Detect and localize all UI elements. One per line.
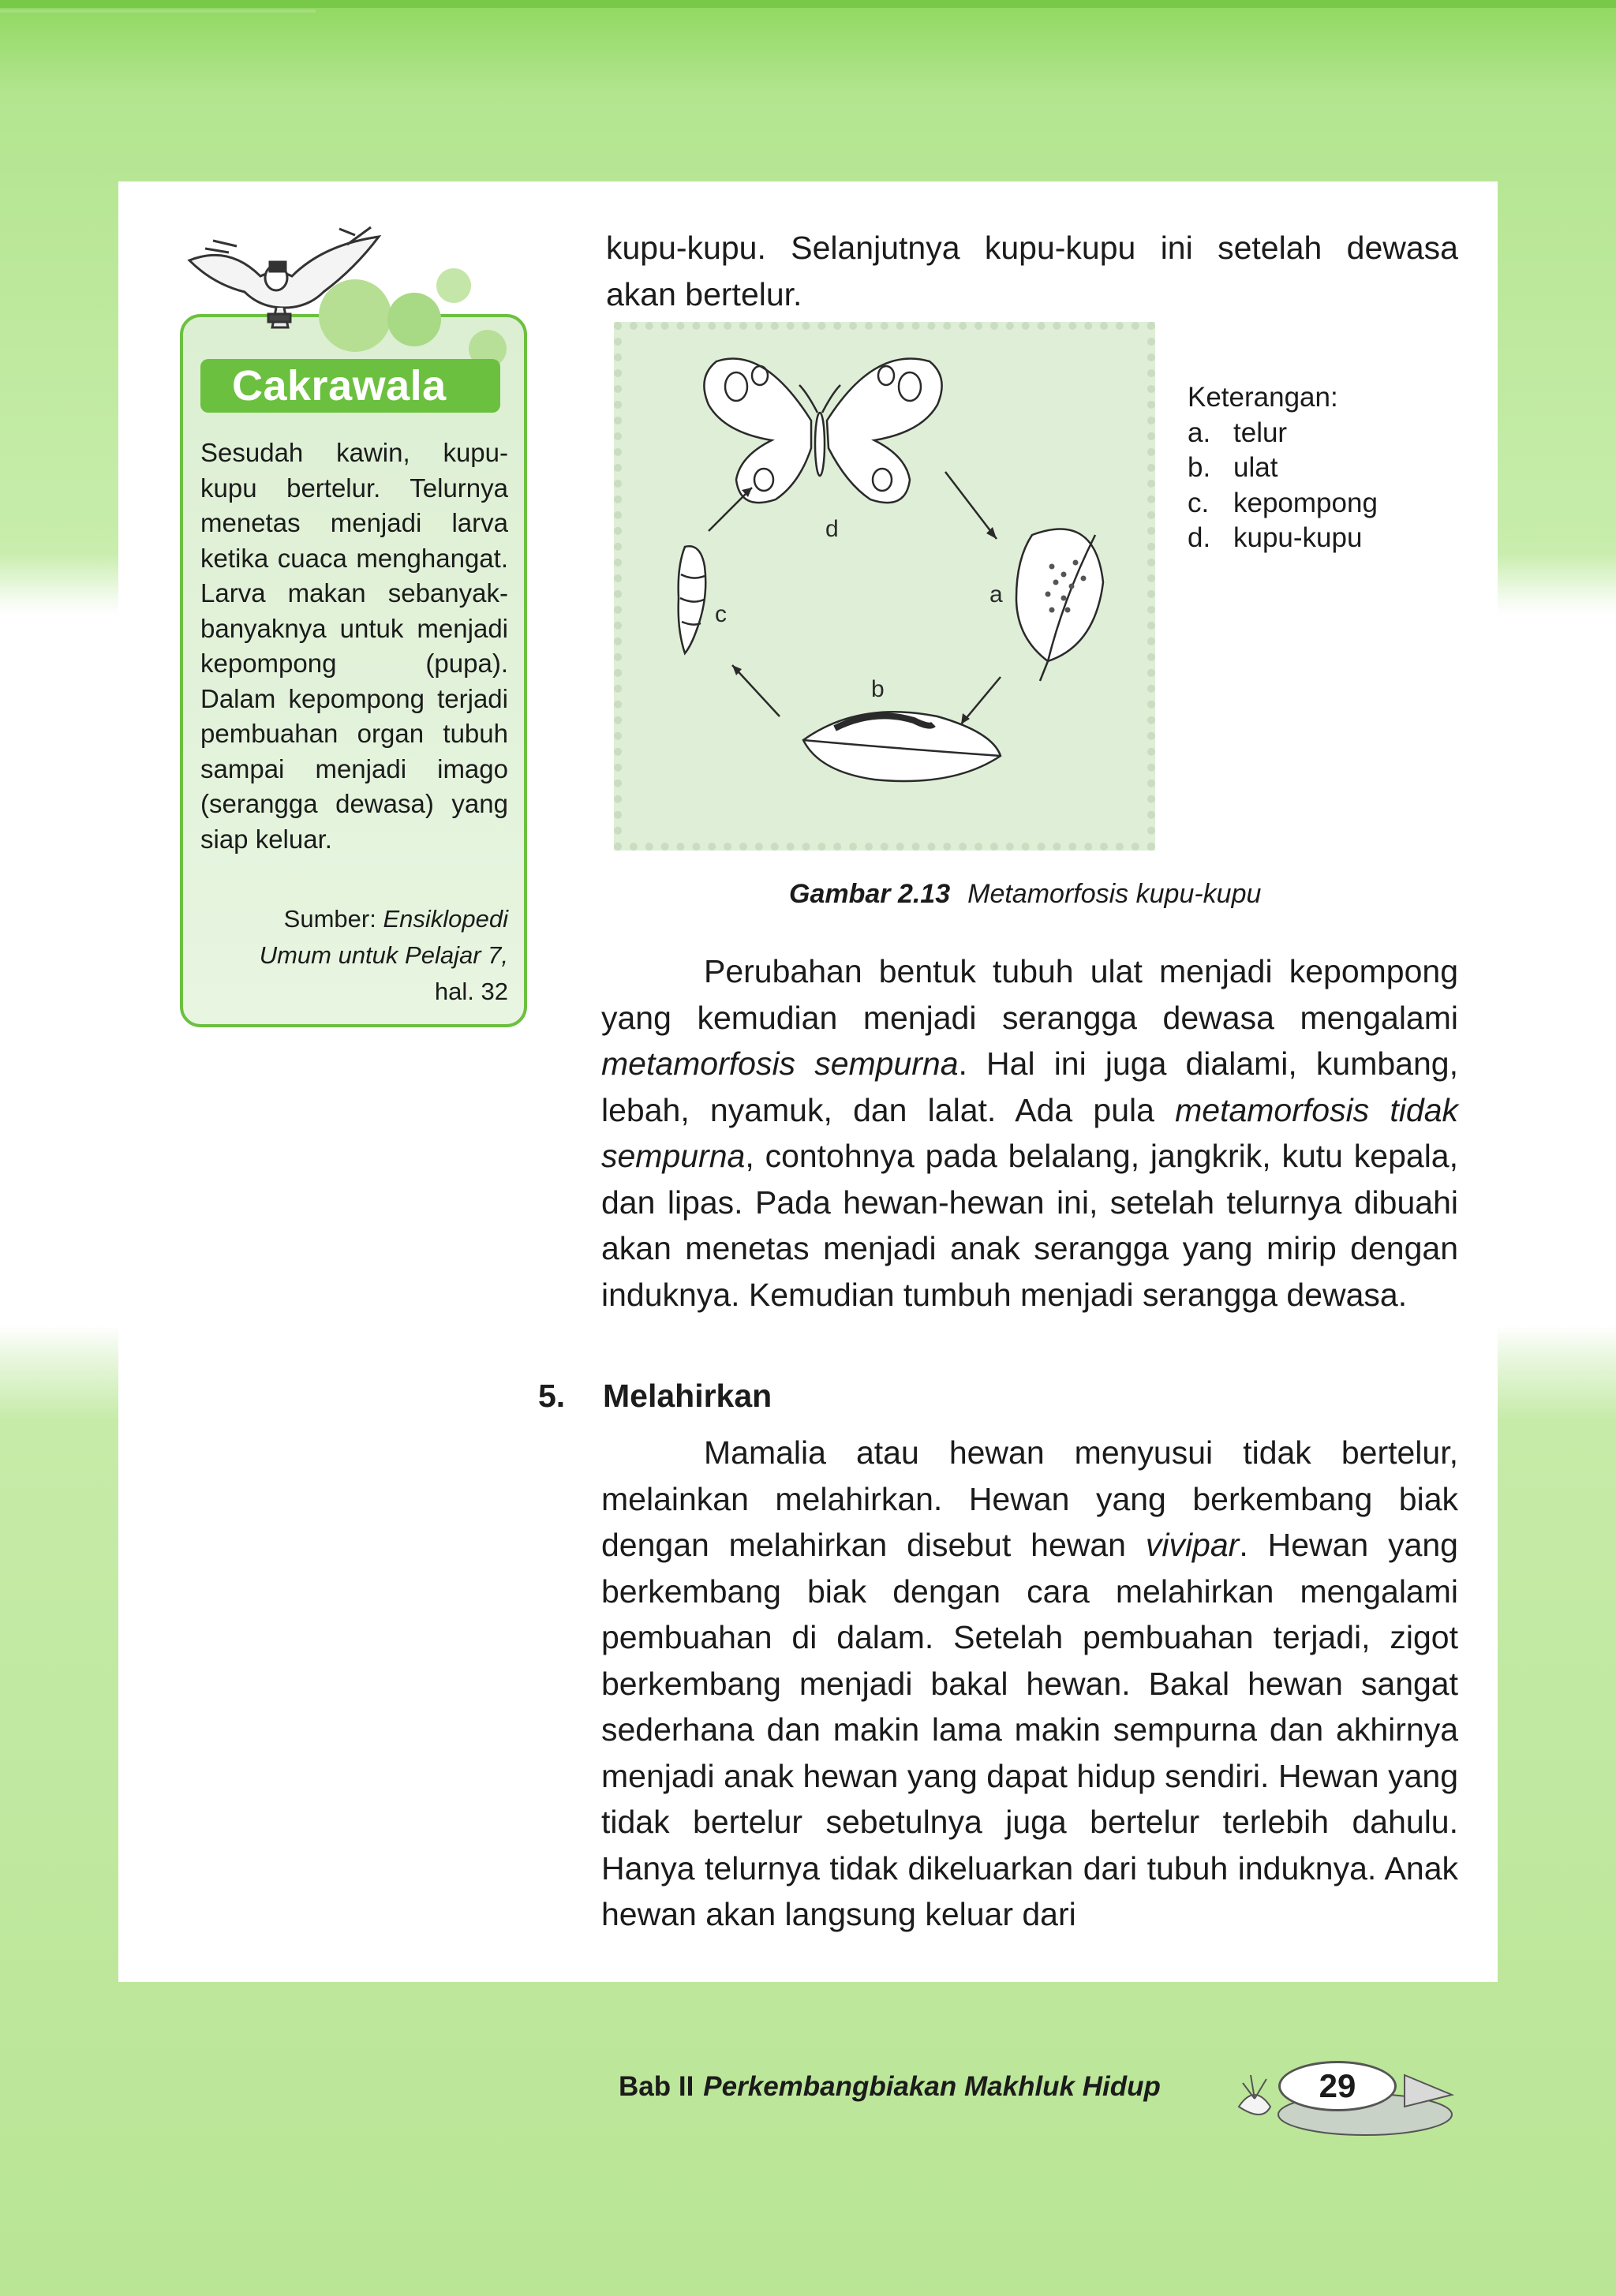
- footer-chapter: Bab II Perkembangbiakan Makhluk Hidup: [619, 2071, 1161, 2102]
- top-rule: [0, 0, 1616, 8]
- figure-legend: [1188, 380, 1378, 556]
- label-c: c: [715, 601, 727, 627]
- sidebar-body: Sesudah kawin, kupu-kupu bertelur. Telurnya menetas menjadi larva ketika cuaca menghangat. Larva makan sebanyak-banyaknya untuk menjadi kepompong (pupa). Dalam kepompong terjadi pembuahan organ tubuh sampai menjadi imago (serangga dewasa) yang siap keluar.: [200, 438, 508, 854]
- pupa-icon: [679, 546, 706, 653]
- source-title-2: Umum untuk Pelajar 7,: [259, 941, 508, 969]
- top-rule-accent: [0, 9, 316, 13]
- legend-title: Keterangan:: [1188, 382, 1338, 413]
- legend-item: d. kupu-kupu: [1188, 522, 1363, 553]
- leaf-caterpillar-icon: [803, 712, 1001, 781]
- leaf-eggs-icon: [1016, 529, 1103, 682]
- section-heading: 5. Melahirkan: [538, 1378, 772, 1414]
- legend-item: a. telur: [1188, 417, 1288, 448]
- sidebar-title: Cakrawala: [200, 359, 500, 413]
- label-a: a: [989, 581, 1003, 608]
- paragraph-metamorphosis: Perubahan bentuk tubuh ulat menjadi kepompong yang kemudian menjadi serangga dewasa mengalami metamorfosis sempurna. Hal ini juga dialami, kumbang, lebah, nyamuk, dan lalat. Ada pula metamorfosis tidak sempurna, contohnya pada belalang, jangkrik, kutu kepala, dan lipas. Pada hewan-hewan ini, setelah telurnya dibuahi akan menetas menjadi anak serangga yang mirip dengan induknya. Kemudian tumbuh menjadi serangga dewasa.: [601, 953, 1458, 1313]
- label-b: b: [871, 676, 885, 702]
- source-page: hal. 32: [434, 978, 508, 1005]
- source-title-1: Ensiklopedi: [383, 905, 508, 933]
- figure-caption: Gambar 2.13 Metamorfosis kupu-kupu: [789, 879, 1262, 909]
- source-label: Sumber:: [283, 905, 376, 933]
- decorative-bubbles-icon: [316, 260, 521, 371]
- butterfly-icon: [704, 359, 941, 503]
- paragraph-mamalia: Mamalia atau hewan menyusui tidak bertelur, melainkan melahirkan. Hewan yang berkembang biak dengan melahirkan disebut hewan vivipar. Hewan yang berkembang biak dengan cara melahirkan mengalami pembuahan di dalam. Setelah pembuahan terjadi, zigot berkembang menjadi bakal hewan. Bakal hewan sangat sederhana dan makin lama makin sempurna dan akhirnya menjadi anak hewan yang dapat hidup sendiri. Hewan yang tidak bertelur sebetulnya juga bertelur terlebih dahulu. Hanya telurnya tidak dikeluarkan dari tubuh induknya. Anak hewan akan langsung keluar dari: [601, 1434, 1458, 1932]
- page-number: 29: [1319, 2067, 1356, 2104]
- label-d: d: [825, 516, 839, 542]
- legend-item: b. ulat: [1188, 452, 1278, 483]
- paragraph-top: kupu-kupu. Selanjutnya kupu-kupu ini setelah dewasa akan bertelur.: [606, 230, 1458, 312]
- sidebar-source: [200, 901, 508, 1010]
- metamorphosis-diagram: [622, 330, 1147, 843]
- legend-item: c. kepompong: [1188, 487, 1378, 518]
